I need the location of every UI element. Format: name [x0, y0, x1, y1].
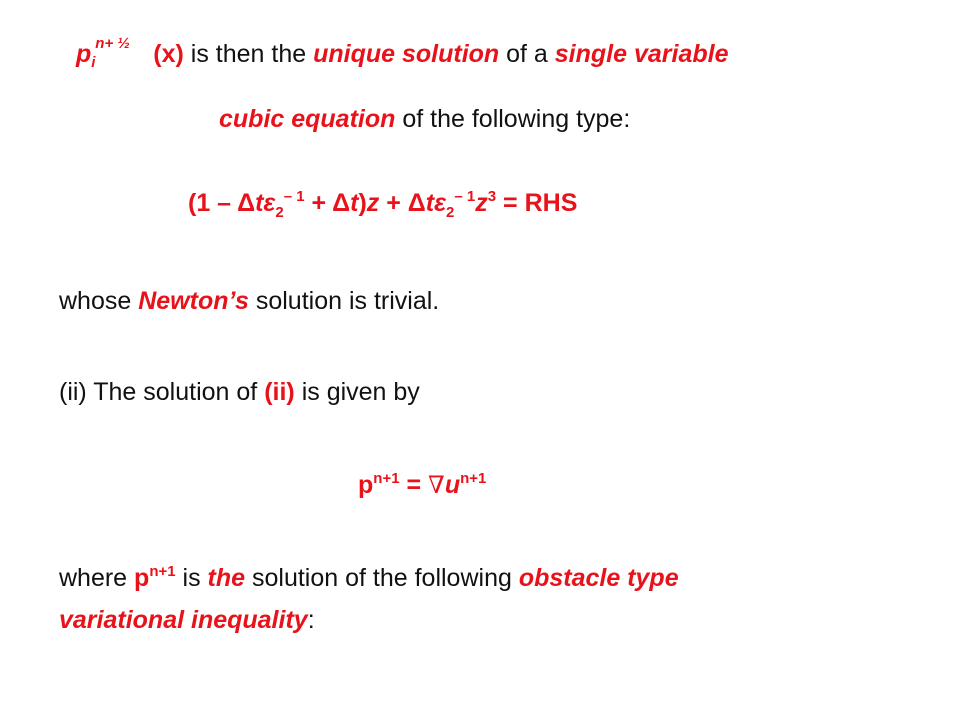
- nabla-symbol: ∇: [428, 471, 445, 499]
- text-following-type: of the following type:: [395, 105, 631, 133]
- emphasis-the: the: [207, 564, 246, 592]
- cubic-equation-formula: $(1 - \Delta t\varepsilon_2^{- 1} + \Delta t)z + \Delta t\varepsilon_2^{- 1}z^3$ = RHS: [188, 188, 578, 221]
- emphasis-obstacle-type: obstacle type: [518, 564, 679, 592]
- emphasis-variational-inequality: variational inequality: [59, 606, 308, 634]
- p-superscript-subscript: [91, 35, 153, 71]
- line-5: where $p^{n+1}$ is the solution of the following obstacle type: [59, 563, 679, 592]
- line-6: variational inequality:: [59, 606, 315, 634]
- text-of-a: of a: [499, 40, 555, 68]
- emphasis-single-variable: single variable: [554, 40, 729, 68]
- p-symbol: p: [76, 40, 92, 68]
- emphasis-newtons: Newton’s: [138, 287, 249, 315]
- line-1: [76, 35, 729, 71]
- emphasis-unique-solution: unique solution: [313, 40, 500, 68]
- reference-ii: (ii): [264, 378, 295, 406]
- text-is-then: is then the: [183, 40, 314, 68]
- emphasis-cubic-equation: cubic equation: [219, 105, 396, 133]
- line-4: (ii) The solution of (ii) is given by: [59, 378, 420, 406]
- gradient-formula: $p^{n+1} = \nabla u^{n+1}$: [358, 470, 487, 499]
- line-3: whose Newton’s solution is trivial.: [59, 287, 440, 315]
- p-subscript: i: [91, 54, 96, 71]
- argument-x: (x): [153, 40, 184, 68]
- p-superscript: n+ ½: [95, 35, 130, 52]
- line-2: [219, 104, 630, 134]
